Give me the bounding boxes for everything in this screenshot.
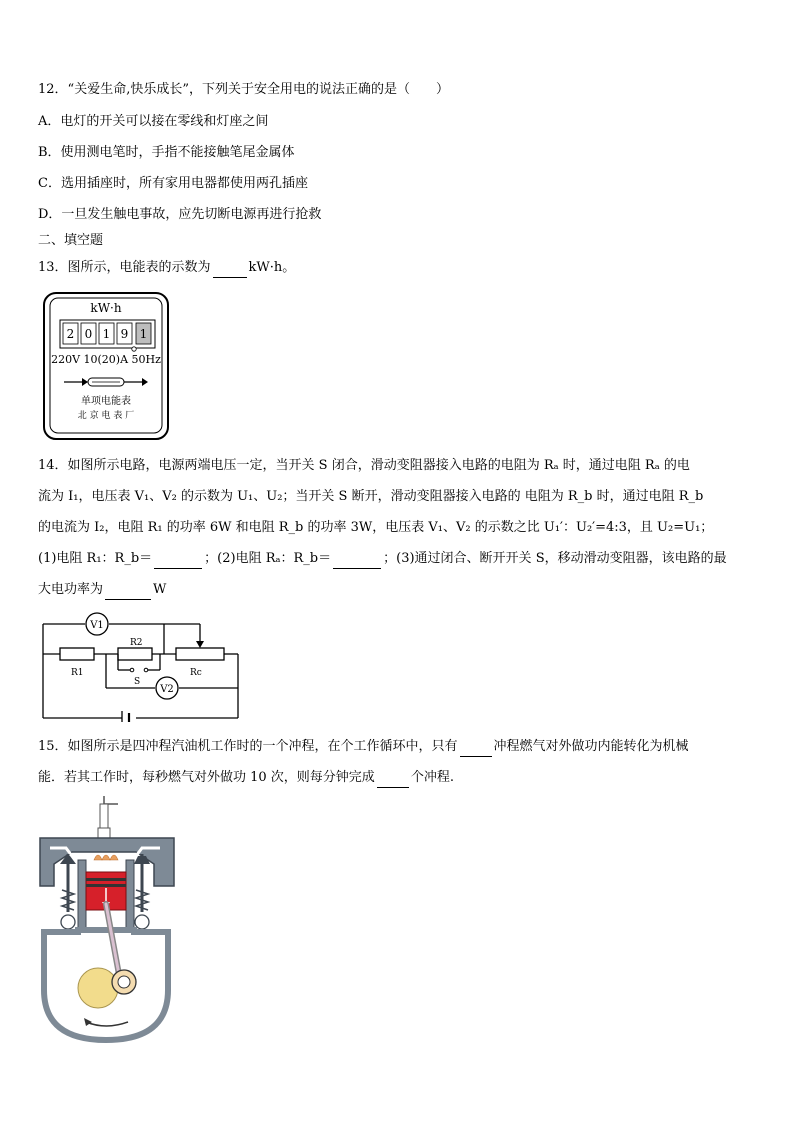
q15-part-2: 冲程燃气对外做功内能转化为机械 [493,739,689,754]
meter-unit: kW·h [90,301,122,315]
label-s: S [134,677,141,687]
slider-arrow-icon [196,641,204,648]
q15-part-4: 个冲程. [410,770,454,785]
label-r2: R2 [130,638,143,648]
meter-digit-3: 1 [102,327,111,341]
gasoline-engine-figure [36,794,184,1044]
q12-option-c: C．选用插座时，所有家用电器都使用两孔插座 [38,176,308,191]
meter-maker: 北 京 电 表 厂 [77,411,135,421]
q14-answer-blank-3[interactable] [105,585,151,600]
q14-line-1: 14．如图所示电路，电源两端电压一定，当开关 S 闭合，滑动变阻器接入电路的电阻为 Rₐ 时，通过电阻 Rₐ 的电 [38,458,690,473]
label-r1: R1 [71,668,84,678]
circuit-diagram [38,608,244,722]
q14-part-2: ；(2)电阻 Rₐ：R_b＝ [204,551,332,566]
q15-answer-blank-2[interactable] [377,773,409,788]
q12-option-d: D．一旦发生触电事故，应先切断电源再进行抢救 [38,207,322,222]
label-rc: Rc [190,668,202,678]
q14-line-3: 的电流为 I₂，电阻 R₁ 的功率 6W 和电阻 R_b 的功率 3W，电压表 V₁、V₂ 的示数之比 U₁′：U₂′=4:3，且 U₂=U₁； [38,520,714,535]
q14-part-1: (1)电阻 R₁：R_b＝ [38,551,153,566]
meter-specs: 220V 10(20)A 50Hz [51,353,161,366]
q13-stem [38,258,295,278]
q14-line-5 [38,580,166,600]
q12-stem: 12．“关爱生命,快乐成长”，下列关于安全用电的说法正确的是（ ） [38,82,449,97]
label-v1: V1 [90,620,104,631]
q13-text-after: kW·h。 [248,260,296,275]
q14-answer-blank-1[interactable] [154,554,202,569]
meter-digit-4: 9 [120,327,129,341]
q15-part-1: 15．如图所示是四冲程汽油机工作时的一个冲程，在个工作循环中，只有 [38,739,458,754]
section-heading: 二、填空题 [38,233,104,248]
q14-line-4 [38,549,727,569]
q14-part-5: W [153,582,167,597]
q13-answer-blank[interactable] [213,263,247,278]
q12-option-a: A．电灯的开关可以接在零线和灯座之间 [38,114,269,129]
meter-digit-5: 1 [139,327,148,341]
q13-text-before: 13．图所示，电能表的示数为 [38,260,211,275]
meter-digit-1: 2 [66,327,75,341]
meter-name: 单项电能表 [81,396,131,407]
q15-answer-blank-1[interactable] [460,742,492,757]
q12-option-b: B．使用测电笔时，手指不能接触笔尾金属体 [38,145,295,160]
electric-meter-figure [42,290,170,442]
q15-line-1 [38,737,689,757]
q14-answer-blank-2[interactable] [333,554,381,569]
label-v2: V2 [160,684,174,695]
q14-part-3: ；(3)通过闭合、断开开关 S，移动滑动变阻器，该电路的最 [383,551,727,566]
q14-line-2: 流为 I₁，电压表 V₁、V₂ 的示数为 U₁、U₂；当开关 S 断开，滑动变阻器接入电路的 电阻为 R_b 时，通过电阻 R_b [38,489,704,504]
q14-part-4: 大电功率为 [38,582,104,597]
q15-part-3: 能．若其工作时，每秒燃气对外做功 10 次，则每分钟完成 [38,770,375,785]
q15-line-2 [38,768,454,788]
decimal-point-dot [132,347,136,351]
meter-digit-2: 0 [84,327,93,341]
